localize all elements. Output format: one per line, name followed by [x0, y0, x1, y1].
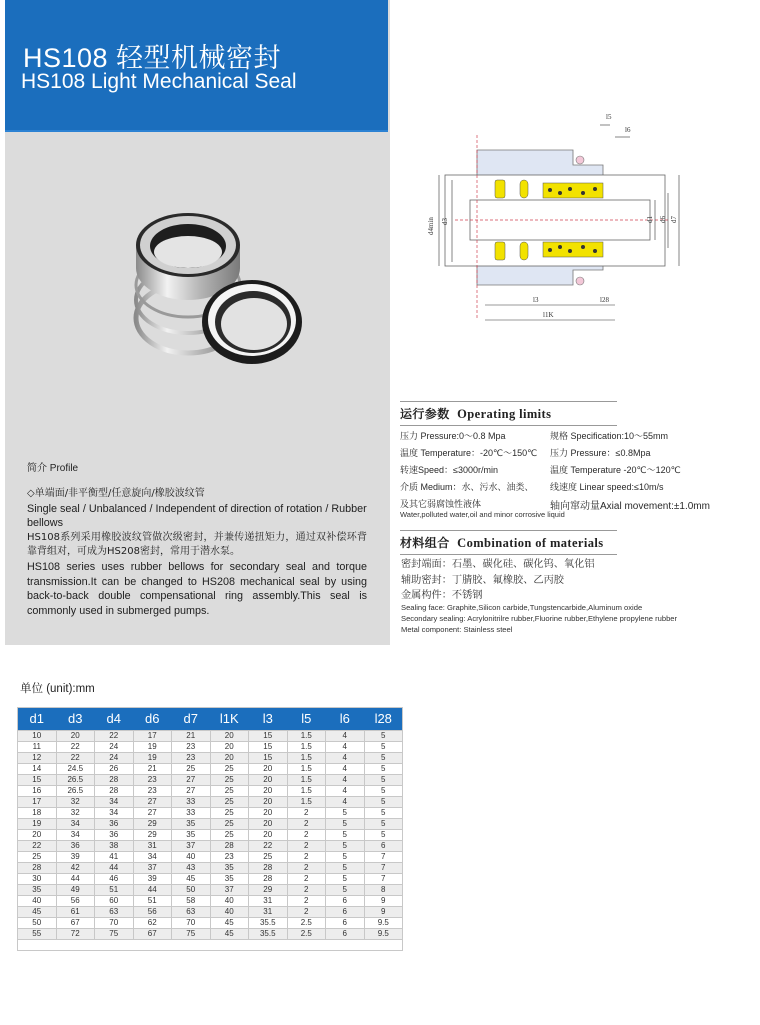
table-cell: 33 — [172, 808, 211, 819]
materials-heading — [400, 530, 617, 555]
table-row — [18, 929, 403, 940]
table-cell: 35 — [210, 874, 249, 885]
table-cell: 25 — [210, 819, 249, 830]
column-header: l6 — [326, 707, 365, 731]
material-line: 密封端面：石墨、碳化硅、碳化钨、氧化铝 — [401, 559, 595, 570]
table-cell: 19 — [133, 753, 172, 764]
table-row — [18, 896, 403, 907]
table-cell: 1.5 — [287, 786, 326, 797]
table-cell: 34 — [95, 797, 134, 808]
table-cell: 38 — [95, 841, 134, 852]
table-cell: 40 — [210, 907, 249, 918]
operating-value: 压力 Pressure：≤0.8Mpa — [550, 448, 651, 458]
table-cell: 32 — [56, 808, 95, 819]
table-cell: 5 — [326, 852, 365, 863]
table-row — [18, 808, 403, 819]
table-cell: 34 — [56, 830, 95, 841]
table-cell: 37 — [172, 841, 211, 852]
table-cell: 42 — [56, 863, 95, 874]
table-cell: 37 — [133, 863, 172, 874]
table-cell: 14 — [18, 764, 57, 775]
table-row — [18, 830, 403, 841]
table-row — [18, 907, 403, 918]
table-row — [18, 819, 403, 830]
table-header-row — [18, 707, 403, 731]
table-cell: 35 — [172, 830, 211, 841]
operating-row — [400, 463, 740, 480]
table-cell: 62 — [133, 918, 172, 929]
table-cell: 23 — [172, 753, 211, 764]
dimension-table — [17, 707, 403, 940]
table-cell: 27 — [172, 786, 211, 797]
table-cell: 34 — [133, 852, 172, 863]
table-cell: 35.5 — [249, 918, 288, 929]
table-cell: 44 — [95, 863, 134, 874]
operating-value: 及其它弱腐蚀性液体 — [400, 499, 482, 509]
operating-value: 介质 Medium：水、污水、油类、 — [400, 482, 534, 492]
table-cell: 1.5 — [287, 753, 326, 764]
column-header: d3 — [56, 707, 95, 731]
material-line: Metal component: Stainless steel — [401, 625, 513, 634]
table-cell: 46 — [95, 874, 134, 885]
table-cell: 39 — [56, 852, 95, 863]
operating-row — [400, 480, 740, 497]
table-cell: 70 — [172, 918, 211, 929]
materials-title-cn: 材料组合 — [400, 536, 450, 550]
table-cell: 72 — [56, 929, 95, 940]
table-cell: 12 — [18, 753, 57, 764]
table-body — [18, 731, 403, 940]
table-cell: 67 — [56, 918, 95, 929]
table-cell: 5 — [364, 742, 403, 753]
table-cell: 2 — [287, 863, 326, 874]
table-cell: 40 — [18, 896, 57, 907]
table-cell: 4 — [326, 775, 365, 786]
table-row — [18, 885, 403, 896]
title-english: HS108 Light Mechanical Seal — [21, 70, 297, 93]
table-cell: 1.5 — [287, 764, 326, 775]
table-cell: 2.5 — [287, 918, 326, 929]
table-cell: 6 — [326, 907, 365, 918]
table-cell: 34 — [95, 808, 134, 819]
table-cell: 16 — [18, 786, 57, 797]
table-row — [18, 775, 403, 786]
title-banner — [5, 0, 388, 132]
table-cell: 51 — [133, 896, 172, 907]
table-cell: 2 — [287, 885, 326, 896]
table-cell: 15 — [249, 742, 288, 753]
table-cell: 43 — [172, 863, 211, 874]
table-cell: 5 — [364, 786, 403, 797]
table-cell: 6 — [326, 896, 365, 907]
column-header: l28 — [364, 707, 403, 731]
table-cell: 5 — [364, 819, 403, 830]
table-cell: 28 — [95, 786, 134, 797]
table-cell: 33 — [172, 797, 211, 808]
table-row — [18, 764, 403, 775]
table-cell: 22 — [18, 841, 57, 852]
table-cell: 24 — [95, 753, 134, 764]
label-d4min: d4min — [427, 217, 435, 235]
table-cell: 24.5 — [56, 764, 95, 775]
table-cell: 5 — [364, 775, 403, 786]
table-cell: 23 — [172, 742, 211, 753]
table-cell: 6 — [364, 841, 403, 852]
table-cell: 15 — [18, 775, 57, 786]
operating-value: 线速度 Linear speed:≤10m/s — [550, 482, 664, 492]
table-cell: 41 — [95, 852, 134, 863]
label-d7: d7 — [670, 216, 678, 223]
operating-limits-list — [400, 429, 740, 514]
table-cell: 26.5 — [56, 775, 95, 786]
table-cell: 51 — [95, 885, 134, 896]
table-cell: 2 — [287, 830, 326, 841]
table-cell: 40 — [210, 896, 249, 907]
table-cell: 20 — [249, 808, 288, 819]
unit-label: 单位 (unit):mm — [20, 683, 95, 695]
table-cell: 24 — [95, 742, 134, 753]
table-cell: 50 — [172, 885, 211, 896]
table-cell: 25 — [210, 797, 249, 808]
table-cell: 20 — [249, 830, 288, 841]
table-cell: 5 — [326, 819, 365, 830]
table-cell: 2 — [287, 907, 326, 918]
table-cell: 35 — [18, 885, 57, 896]
table-cell: 20 — [249, 775, 288, 786]
operating-medium-note: Water,polluted water,oil and minor corrosive liquid — [400, 510, 565, 519]
table-cell: 30 — [18, 874, 57, 885]
table-cell: 31 — [133, 841, 172, 852]
operating-value: 温度 Temperature：-20℃～150℃ — [400, 448, 538, 458]
table-cell: 6 — [326, 929, 365, 940]
table-cell: 20 — [249, 819, 288, 830]
operating-limits-title-en: Operating limits — [457, 407, 552, 421]
materials-list-cn — [401, 557, 595, 604]
table-cell: 63 — [95, 907, 134, 918]
table-cell: 9 — [364, 907, 403, 918]
material-line: 金属构件：不锈钢 — [401, 590, 483, 601]
table-cell: 20 — [210, 742, 249, 753]
table-cell: 23 — [133, 775, 172, 786]
table-cell: 5 — [364, 797, 403, 808]
table-cell: 6 — [326, 918, 365, 929]
table-cell: 44 — [133, 885, 172, 896]
label-l5: l5 — [606, 113, 612, 121]
table-cell: 55 — [18, 929, 57, 940]
table-cell: 7 — [364, 852, 403, 863]
label-d6: d6 — [659, 216, 667, 223]
table-cell: 15 — [249, 753, 288, 764]
table-row — [18, 786, 403, 797]
table-cell: 28 — [249, 863, 288, 874]
label-l3: l3 — [533, 296, 539, 304]
column-header: d4 — [95, 707, 134, 731]
table-cell: 75 — [95, 929, 134, 940]
seat-ring — [202, 280, 302, 364]
profile-description-cn: HS108系列采用橡胶波纹管做次级密封，并兼传递扭矩力，通过双补偿环背靠背组对，可成为HS208密封，常用于潜水泵。 — [27, 531, 367, 558]
table-cell: 22 — [95, 731, 134, 742]
operating-row — [400, 446, 740, 463]
table-cell: 25 — [172, 764, 211, 775]
table-cell: 56 — [133, 907, 172, 918]
table-row — [18, 753, 403, 764]
table-cell: 28 — [210, 841, 249, 852]
table-cell: 5 — [364, 808, 403, 819]
table-cell: 23 — [133, 786, 172, 797]
table-cell: 21 — [133, 764, 172, 775]
table-cell: 67 — [133, 929, 172, 940]
table-cell: 5 — [326, 863, 365, 874]
table-cell: 17 — [133, 731, 172, 742]
operating-limits-title-cn: 运行参数 — [400, 407, 450, 421]
operating-value: 温度 Temperature -20℃～120℃ — [550, 465, 681, 475]
table-cell: 27 — [133, 808, 172, 819]
table-cell: 4 — [326, 731, 365, 742]
profile-body — [27, 487, 367, 618]
materials-list-en — [401, 602, 677, 635]
material-line: Secondary sealing: Acrylonitrilre rubber,Fluorine rubber,Ethylene propylene rubber — [401, 614, 678, 623]
table-cell: 36 — [95, 830, 134, 841]
table-cell: 9 — [364, 896, 403, 907]
label-l28: l28 — [600, 296, 609, 304]
table-row — [18, 797, 403, 808]
table-cell: 58 — [172, 896, 211, 907]
table-cell: 5 — [364, 830, 403, 841]
table-cell: 7 — [364, 874, 403, 885]
table-cell: 2 — [287, 852, 326, 863]
table-cell: 63 — [172, 907, 211, 918]
table-cell: 29 — [249, 885, 288, 896]
product-photo — [110, 190, 310, 380]
table-cell: 18 — [18, 808, 57, 819]
table-cell: 5 — [364, 764, 403, 775]
table-cell: 34 — [56, 819, 95, 830]
table-row — [18, 852, 403, 863]
operating-value: 轴向窜动量Axial movement:±1.0mm — [550, 501, 710, 512]
table-cell: 37 — [210, 885, 249, 896]
table-cell: 1.5 — [287, 731, 326, 742]
table-cell: 25 — [210, 786, 249, 797]
table-cell: 1.5 — [287, 797, 326, 808]
table-cell: 20 — [18, 830, 57, 841]
label-l1k: l1K — [543, 311, 554, 319]
table-cell: 31 — [249, 896, 288, 907]
table-cell: 4 — [326, 753, 365, 764]
table-cell: 4 — [326, 797, 365, 808]
table-cell: 5 — [326, 830, 365, 841]
table-row — [18, 731, 403, 742]
profile-features-cn: ◇单端面/非平衡型/任意旋向/橡胶波纹管 — [27, 488, 205, 499]
table-cell: 27 — [172, 775, 211, 786]
label-l6: l6 — [625, 126, 631, 134]
table-cell: 17 — [18, 797, 57, 808]
operating-value: 转速Speed：≤3000r/min — [400, 465, 498, 475]
table-cell: 29 — [133, 819, 172, 830]
o-ring-top — [576, 156, 584, 164]
profile-heading: 简介 Profile — [27, 463, 79, 474]
operating-row — [400, 429, 740, 446]
table-cell: 45 — [210, 918, 249, 929]
table-row — [18, 863, 403, 874]
table-cell: 2.5 — [287, 929, 326, 940]
table-cell: 29 — [133, 830, 172, 841]
table-cell: 22 — [56, 753, 95, 764]
table-cell: 25 — [249, 852, 288, 863]
column-header: d6 — [133, 707, 172, 731]
table-cell: 36 — [95, 819, 134, 830]
table-cell: 31 — [249, 907, 288, 918]
label-d3: d3 — [441, 218, 449, 225]
table-cell: 5 — [326, 808, 365, 819]
table-cell: 61 — [56, 907, 95, 918]
table-cell: 19 — [18, 819, 57, 830]
table-cell: 20 — [210, 753, 249, 764]
table-cell: 2 — [287, 808, 326, 819]
table-cell: 40 — [172, 852, 211, 863]
table-cell: 20 — [249, 797, 288, 808]
table-cell: 21 — [172, 731, 211, 742]
table-cell: 9.5 — [364, 918, 403, 929]
table-cell: 5 — [364, 731, 403, 742]
table-cell: 4 — [326, 764, 365, 775]
table-cell: 50 — [18, 918, 57, 929]
table-cell: 25 — [210, 808, 249, 819]
label-d1: d1 — [646, 216, 654, 223]
table-cell: 28 — [18, 863, 57, 874]
table-cell: 45 — [18, 907, 57, 918]
table-cell: 25 — [210, 764, 249, 775]
table-cell: 5 — [326, 841, 365, 852]
profile-description-en: HS108 series uses rubber bellows for secondary seal and torque transmission.It can be changed to HS208 mechanical seal by using back-to-back double compensational ring assembly.This seal is commonly used in submerged pumps. — [27, 560, 367, 617]
table-cell: 25 — [210, 830, 249, 841]
cross-section-diagram — [425, 105, 685, 335]
table-row — [18, 918, 403, 929]
table-cell: 22 — [249, 841, 288, 852]
table-cell: 35 — [210, 863, 249, 874]
operating-value: 压力 Pressure:0～0.8 Mpa — [400, 431, 506, 441]
table-cell: 20 — [249, 764, 288, 775]
table-cell: 1.5 — [287, 775, 326, 786]
table-cell: 9.5 — [364, 929, 403, 940]
table-cell: 4 — [326, 742, 365, 753]
table-cell: 8 — [364, 885, 403, 896]
material-line: Sealing face: Graphite,Silicon carbide,Tungstencarbide,Aluminum oxide — [401, 603, 643, 612]
primary-ring — [136, 213, 240, 300]
o-ring-bottom — [576, 277, 584, 285]
table-cell: 15 — [249, 731, 288, 742]
table-cell: 5 — [326, 874, 365, 885]
table-cell: 2 — [287, 819, 326, 830]
title-chinese: HS108 轻型机械密封 — [23, 43, 282, 73]
table-cell: 2 — [287, 841, 326, 852]
table-cell: 5 — [364, 753, 403, 764]
table-cell: 26.5 — [56, 786, 95, 797]
column-header: l1K — [210, 707, 249, 731]
table-cell: 36 — [56, 841, 95, 852]
table-cell: 2 — [287, 874, 326, 885]
column-header: l3 — [249, 707, 288, 731]
table-cell: 22 — [56, 742, 95, 753]
table-row — [18, 874, 403, 885]
table-cell: 28 — [95, 775, 134, 786]
table-cell: 7 — [364, 863, 403, 874]
table-cell: 75 — [172, 929, 211, 940]
table-cell: 49 — [56, 885, 95, 896]
table-cell: 23 — [210, 852, 249, 863]
table-cell: 25 — [210, 775, 249, 786]
table-cell: 44 — [56, 874, 95, 885]
table-cell: 20 — [249, 786, 288, 797]
column-header: l5 — [287, 707, 326, 731]
table-cell: 5 — [326, 885, 365, 896]
profile-features-en: Single seal / Unbalanced / Independent of direction of rotation / Rubber bellows — [27, 502, 367, 530]
material-line: 辅助密封：丁腈胶、氟橡胶、乙丙胶 — [401, 574, 564, 586]
operating-value: 规格 Specification:10～55mm — [550, 431, 669, 441]
table-row — [18, 742, 403, 753]
table-cell: 26 — [95, 764, 134, 775]
table-cell: 60 — [95, 896, 134, 907]
table-cell: 28 — [249, 874, 288, 885]
column-header: d1 — [18, 707, 57, 731]
table-cell: 4 — [326, 786, 365, 797]
table-cell: 27 — [133, 797, 172, 808]
table-cell: 1.5 — [287, 742, 326, 753]
table-row — [18, 841, 403, 852]
table-cell: 70 — [95, 918, 134, 929]
table-cell: 19 — [133, 742, 172, 753]
table-cell: 45 — [210, 929, 249, 940]
materials-title-en: Combination of materials — [457, 536, 604, 550]
table-cell: 32 — [56, 797, 95, 808]
table-cell: 2 — [287, 896, 326, 907]
column-header: d7 — [172, 707, 211, 731]
table-cell: 39 — [133, 874, 172, 885]
table-cell: 20 — [210, 731, 249, 742]
table-cell: 20 — [56, 731, 95, 742]
operating-limits-heading — [400, 401, 617, 426]
table-cell: 56 — [56, 896, 95, 907]
table-cell: 25 — [18, 852, 57, 863]
table-cell: 11 — [18, 742, 57, 753]
table-cell: 35 — [172, 819, 211, 830]
table-cell: 35.5 — [249, 929, 288, 940]
table-cell: 10 — [18, 731, 57, 742]
table-cell: 45 — [172, 874, 211, 885]
